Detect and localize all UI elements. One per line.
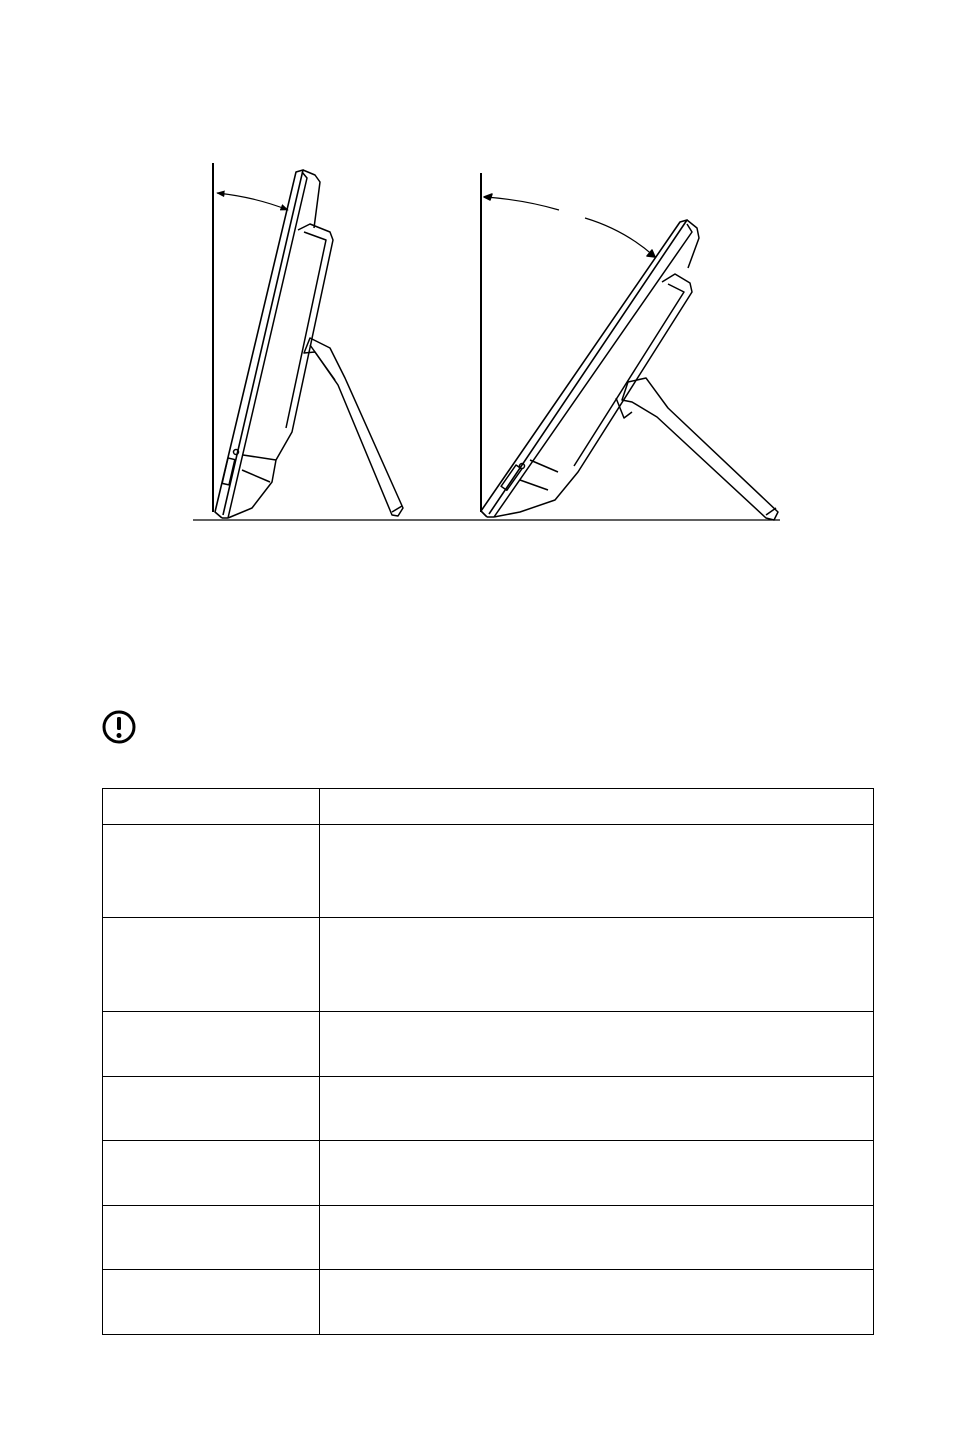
tilt-angle-illustration [0,0,954,560]
table-cell-value [320,1141,874,1206]
exclamation-circle-icon [99,707,139,747]
table-cell-value [320,918,874,1012]
table-row [103,1206,874,1270]
table-cell-value [320,1012,874,1077]
table-cell-label [103,1270,320,1335]
table-row [103,1270,874,1335]
spec-table [102,788,874,1335]
table-cell-value [320,1270,874,1335]
table-row [103,1012,874,1077]
table-cell-value [320,825,874,918]
table-cell-value [320,1077,874,1141]
table-cell-label [103,918,320,1012]
angle-arrow [217,193,288,210]
angle-arrow [486,197,655,257]
table-row [103,1141,874,1206]
monitor-small-tilt [213,163,403,518]
table-row [103,918,874,1012]
table-cell-label [103,1206,320,1270]
table-cell-label [103,1077,320,1141]
table-cell-label [103,789,320,825]
monitor-large-tilt [481,173,778,520]
table-cell-value [320,789,874,825]
table-row [103,789,874,825]
table-cell-label [103,825,320,918]
table-row [103,1077,874,1141]
table-cell-label [103,1141,320,1206]
table-row [103,825,874,918]
table-cell-value [320,1206,874,1270]
table-cell-label [103,1012,320,1077]
